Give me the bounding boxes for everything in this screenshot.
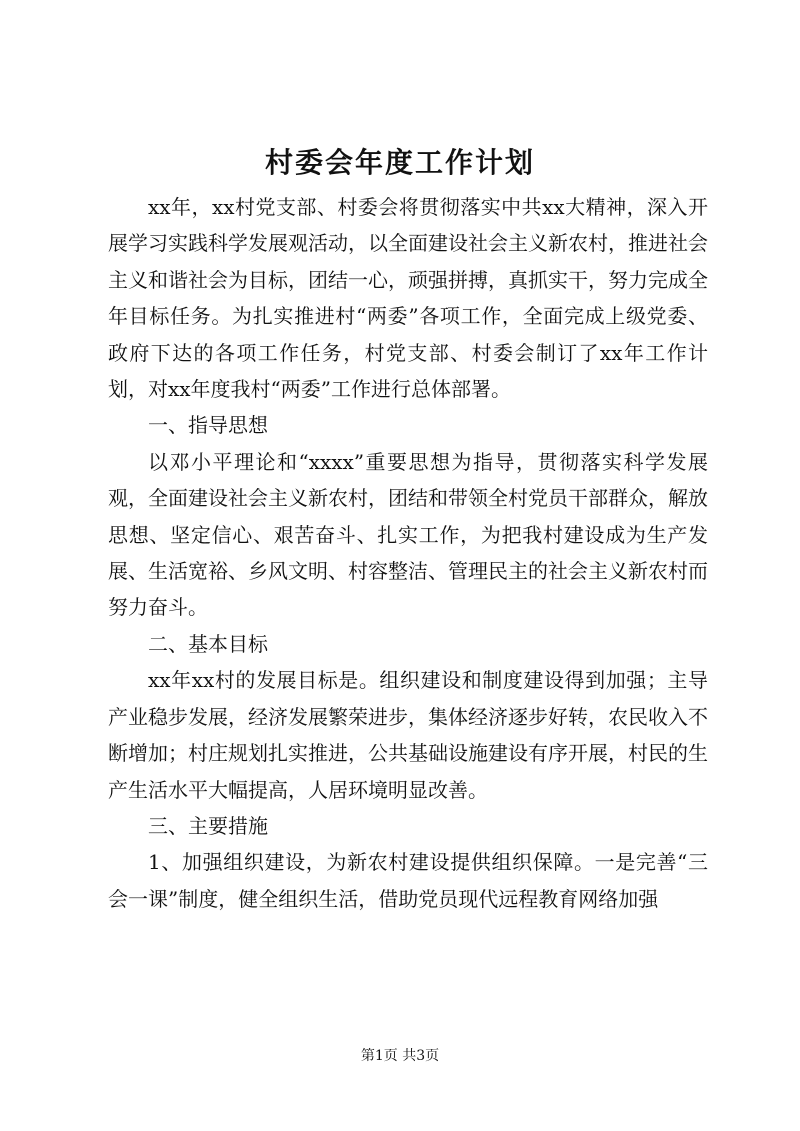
- section-heading-guiding-ideology: 一、指导思想: [148, 413, 268, 438]
- paragraph-intro: xx年，xx村党支部、村委会将贯彻落实中共xx大精神，深入开展学习实践科学发展观活动，以全面建设社会主义新农村，推进社会主义和谐社会为目标，团结一心，顽强拼搏，真抓实干，努力完成全年目标任务。为扎实推进村“两委”各项工作，全面完成上级党委、政府下达的各项工作任务，村党支部、村委会制订了xx年工作计划，对xx年度我村“两委”工作进行总体部署。: [108, 195, 708, 402]
- document-title: 村委会年度工作计划: [264, 146, 535, 179]
- document-body: [108, 189, 708, 917]
- section-heading-basic-goals: 二、基本目标: [148, 631, 268, 656]
- section-heading-main-measures: 三、主要措施: [148, 813, 268, 838]
- paragraph-basic-goals: xx年xx村的发展目标是。组织建设和制度建设得到加强；主导产业稳步发展，经济发展繁荣进步，集体经济逐步好转，农民收入不断增加；村庄规划扎实推进，公共基础设施建设有序开展，村民的生产生活水平大幅提高，人居环境明显改善。: [108, 668, 708, 802]
- paragraph-guiding-ideology: 以邓小平理论和“xxxx”重要思想为指导，贯彻落实科学发展观，全面建设社会主义新农村，团结和带领全村党员干部群众，解放思想、坚定信心、艰苦奋斗、扎实工作，为把我村建设成为生产发展、生活宽裕、乡风文明、村容整洁、管理民主的社会主义新农村而努力奋斗。: [108, 449, 708, 620]
- paragraph-main-measures: 1、加强组织建设，为新农村建设提供组织保障。一是完善“三会一课”制度，健全组织生活，借助党员现代远程教育网络加强: [108, 850, 708, 911]
- page-number-footer: 第1页 共3页: [360, 1048, 440, 1064]
